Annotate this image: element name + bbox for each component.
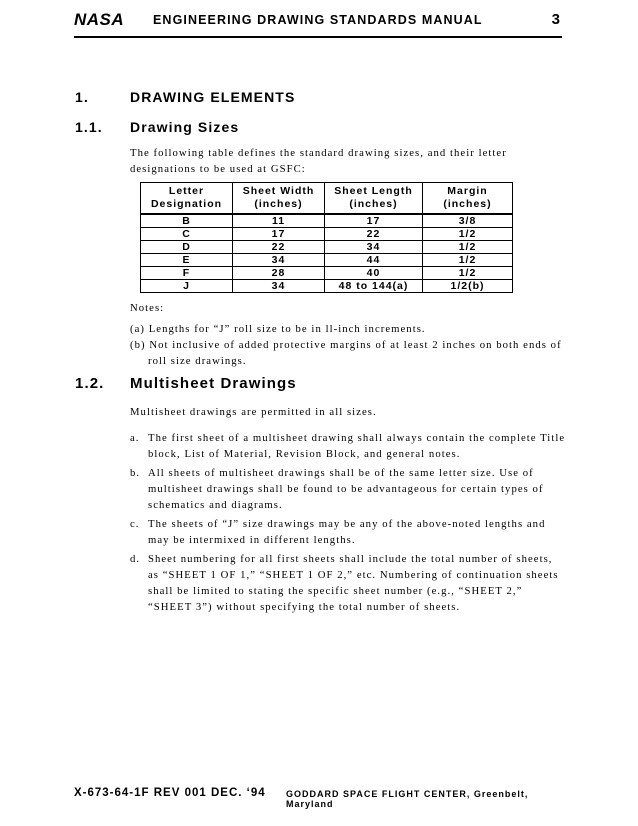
- list-item: [130, 465, 570, 513]
- table-cell: 1/2: [423, 228, 513, 241]
- table-cell: C: [141, 228, 233, 241]
- col-header-letter: Letter Designation: [141, 183, 233, 215]
- table-cell: F: [141, 267, 233, 280]
- list-item: [130, 551, 570, 615]
- note-a: (a) Lengths for “J” roll size to be in ll-inch increments.: [130, 323, 426, 335]
- table-cell: 22: [233, 241, 325, 254]
- col-header-length: Sheet Length (inches): [325, 183, 423, 215]
- notes-heading: Notes:: [130, 302, 165, 314]
- manual-title: ENGINEERING DRAWING STANDARDS MANUAL: [153, 13, 483, 27]
- section-1-2-title: Multisheet Drawings: [130, 375, 297, 392]
- table-row: [141, 241, 513, 254]
- table-cell: 3/8: [423, 214, 513, 228]
- list-label: a.: [130, 432, 140, 444]
- section-1-1-number: 1.1.: [75, 119, 103, 135]
- nasa-logo: NASA: [74, 10, 125, 29]
- table-cell: 34: [233, 254, 325, 267]
- page-number: 3: [551, 11, 560, 28]
- table-cell: 1/2: [423, 254, 513, 267]
- note-b-line2: roll size drawings.: [148, 355, 247, 367]
- list-text: The first sheet of a multisheet drawing shall always contain the complete Title block, List of Material, Revision Block, and general notes.: [148, 432, 566, 460]
- table-cell: 34: [325, 241, 423, 254]
- col-header-margin: Margin (inches): [423, 183, 513, 215]
- organization-location: GODDARD SPACE FLIGHT CENTER, Greenbelt, Maryland: [286, 789, 529, 809]
- section-1-num: 1.: [75, 89, 89, 105]
- table-row: [141, 214, 513, 228]
- list-text: Sheet numbering for all first sheets shall include the total number of sheets, as “SHEET 1 OF 1,” “SHEET 1 OF 2,” etc. Numbering of continuation sheets shall be limited to stating the specific sheet number (e.g., “SHEET 2,” “SHEET 3”) without specifying the total number of sheets.: [148, 553, 559, 613]
- table-cell: 44: [325, 254, 423, 267]
- list-label: c.: [130, 518, 140, 530]
- header-rule: [74, 36, 562, 38]
- drawing-sizes-table: [140, 182, 513, 293]
- table-cell: J: [141, 280, 233, 293]
- table-cell: 1/2: [423, 267, 513, 280]
- table-row: [141, 280, 513, 293]
- table-cell: 48 to 144(a): [325, 280, 423, 293]
- list-label: d.: [130, 553, 141, 565]
- section-1-1-title: Drawing Sizes: [130, 119, 240, 135]
- table-header-row: [141, 183, 513, 215]
- note-b-line1: (b) Not inclusive of added protective margins of at least 2 inches on both ends of: [130, 339, 562, 351]
- col-header-width: Sheet Width (inches): [233, 183, 325, 215]
- table-row: [141, 254, 513, 267]
- table-row: [141, 228, 513, 241]
- table-cell: 1/2(b): [423, 280, 513, 293]
- table-cell: D: [141, 241, 233, 254]
- table-row: [141, 267, 513, 280]
- section-1-2-number: 1.2.: [75, 375, 105, 392]
- table-cell: B: [141, 214, 233, 228]
- list-item: [130, 516, 570, 548]
- table-cell: E: [141, 254, 233, 267]
- list-item: [130, 430, 570, 462]
- table-cell: 17: [233, 228, 325, 241]
- list-text: The sheets of “J” size drawings may be any of the above-noted lengths and may be intermixed in different lengths.: [148, 518, 546, 546]
- table-cell: 22: [325, 228, 423, 241]
- table-cell: 17: [325, 214, 423, 228]
- multisheet-intro: Multisheet drawings are permitted in all sizes.: [130, 406, 377, 418]
- page-header: [74, 10, 562, 34]
- list-label: b.: [130, 467, 141, 479]
- drawing-sizes-intro: The following table defines the standard drawing sizes, and their letter designations to be used at GSFC:: [130, 147, 507, 175]
- list-text: All sheets of multisheet drawings shall be of the same letter size. Use of multisheet drawings shall be found to be advantageous for certain types of schematics and diagrams.: [148, 467, 544, 511]
- table-cell: 34: [233, 280, 325, 293]
- section-1-title: DRAWING ELEMENTS: [130, 89, 296, 105]
- table-cell: 28: [233, 267, 325, 280]
- table-cell: 1/2: [423, 241, 513, 254]
- table-cell: 40: [325, 267, 423, 280]
- document-revision: X-673-64-1F REV 001 DEC. ‘94: [74, 787, 266, 799]
- table-cell: 11: [233, 214, 325, 228]
